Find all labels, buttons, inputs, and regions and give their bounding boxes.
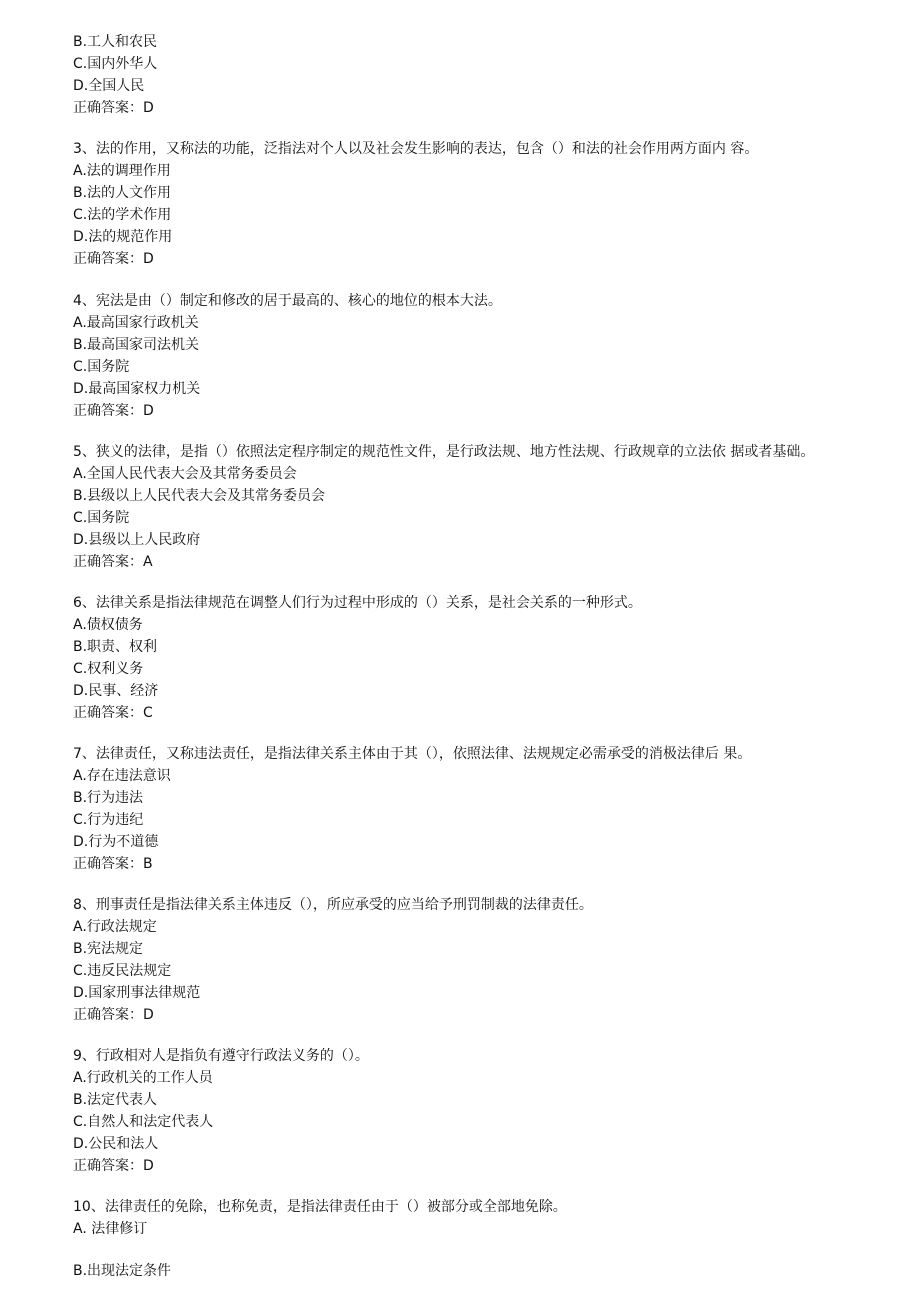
option-c: C.违反民法规定 (73, 963, 172, 979)
option-c: C.国务院 (73, 510, 130, 526)
option-c: C.行为违纪 (73, 812, 144, 828)
option-b: B.县级以上人民代表大会及其常务委员会 (73, 488, 326, 504)
question-4 (73, 290, 863, 422)
correct-answer: 正确答案：D (73, 251, 154, 267)
question-10 (73, 1196, 863, 1282)
correct-answer: 正确答案：D (73, 403, 154, 419)
option-a: A.债权债务 (73, 617, 143, 633)
question-2-tail (73, 31, 863, 119)
document-page (73, 31, 863, 1302)
question-text: 3、法的作用，又称法的功能，泛指法对个人以及社会发生影响的表达，包含（）和法的社会作用两方面内 容。 (73, 141, 759, 157)
question-9 (73, 1045, 863, 1177)
option-d: D.公民和法人 (73, 1136, 159, 1152)
question-text: 6、法律关系是指法律规范在调整人们行为过程中形成的（）关系，是社会关系的一种形式。 (73, 595, 642, 611)
option-b: B.职责、权利 (73, 639, 158, 655)
option-a: A. 法律修订 (73, 1221, 148, 1237)
question-text: 4、宪法是由（）制定和修改的居于最高的、核心的地位的根本大法。 (73, 293, 502, 309)
option-b: B.法定代表人 (73, 1092, 158, 1108)
option-b: B.行为违法 (73, 790, 144, 806)
option-b: B.宪法规定 (73, 941, 144, 957)
option-b: B.出现法定条件 (73, 1263, 172, 1279)
option-d: D.最高国家权力机关 (73, 381, 201, 397)
question-8 (73, 894, 863, 1026)
question-text: 9、行政相对人是指负有遵守行政法义务的（）。 (73, 1048, 369, 1064)
correct-answer: 正确答案：B (73, 856, 153, 872)
option-a: A.全国人民代表大会及其常务委员会 (73, 466, 297, 482)
option-d: D.全国人民 (73, 78, 145, 94)
option-c: C.权利义务 (73, 661, 144, 677)
correct-answer: 正确答案：D (73, 1158, 154, 1174)
option-b: B.最高国家司法机关 (73, 337, 200, 353)
option-a: A.行政机关的工作人员 (73, 1070, 213, 1086)
correct-answer: 正确答案：D (73, 1007, 154, 1023)
question-text: 8、刑事责任是指法律关系主体违反（），所应承受的应当给予刑罚制裁的法律责任。 (73, 897, 593, 913)
correct-answer: 正确答案：A (73, 554, 153, 570)
option-b: B.法的人文作用 (73, 185, 172, 201)
option-c: C.国内外华人 (73, 56, 158, 72)
question-text: 5、狭义的法律，是指（）依照法定程序制定的规范性文件，是行政法规、地方性法规、行政规章的立法依 据或者基础。 (73, 444, 815, 460)
question-text: 7、法律责任，又称违法责任，是指法律关系主体由于其（），依照法律、法规规定必需承受的消极法律后 果。 (73, 746, 752, 762)
question-6 (73, 592, 863, 724)
option-a: A.存在违法意识 (73, 768, 171, 784)
correct-answer: 正确答案：C (73, 705, 153, 721)
option-d: D.法的规范作用 (73, 229, 173, 245)
question-7 (73, 743, 863, 875)
option-c: C.法的学术作用 (73, 207, 172, 223)
option-d: D.民事、经济 (73, 683, 159, 699)
option-a: A.最高国家行政机关 (73, 315, 199, 331)
question-text: 10、法律责任的免除，也称免责，是指法律责任由于（）被部分或全部地免除。 (73, 1199, 567, 1215)
option-b: B.工人和农民 (73, 34, 158, 50)
option-d: D.县级以上人民政府 (73, 532, 201, 548)
option-c: C.自然人和法定代表人 (73, 1114, 214, 1130)
option-c: C.国务院 (73, 359, 130, 375)
question-3 (73, 138, 863, 270)
option-a: A.行政法规定 (73, 919, 157, 935)
option-a: A.法的调理作用 (73, 163, 171, 179)
correct-answer: 正确答案：D (73, 100, 154, 116)
question-5 (73, 441, 863, 573)
option-d: D.国家刑事法律规范 (73, 985, 201, 1001)
option-d: D.行为不道德 (73, 834, 159, 850)
